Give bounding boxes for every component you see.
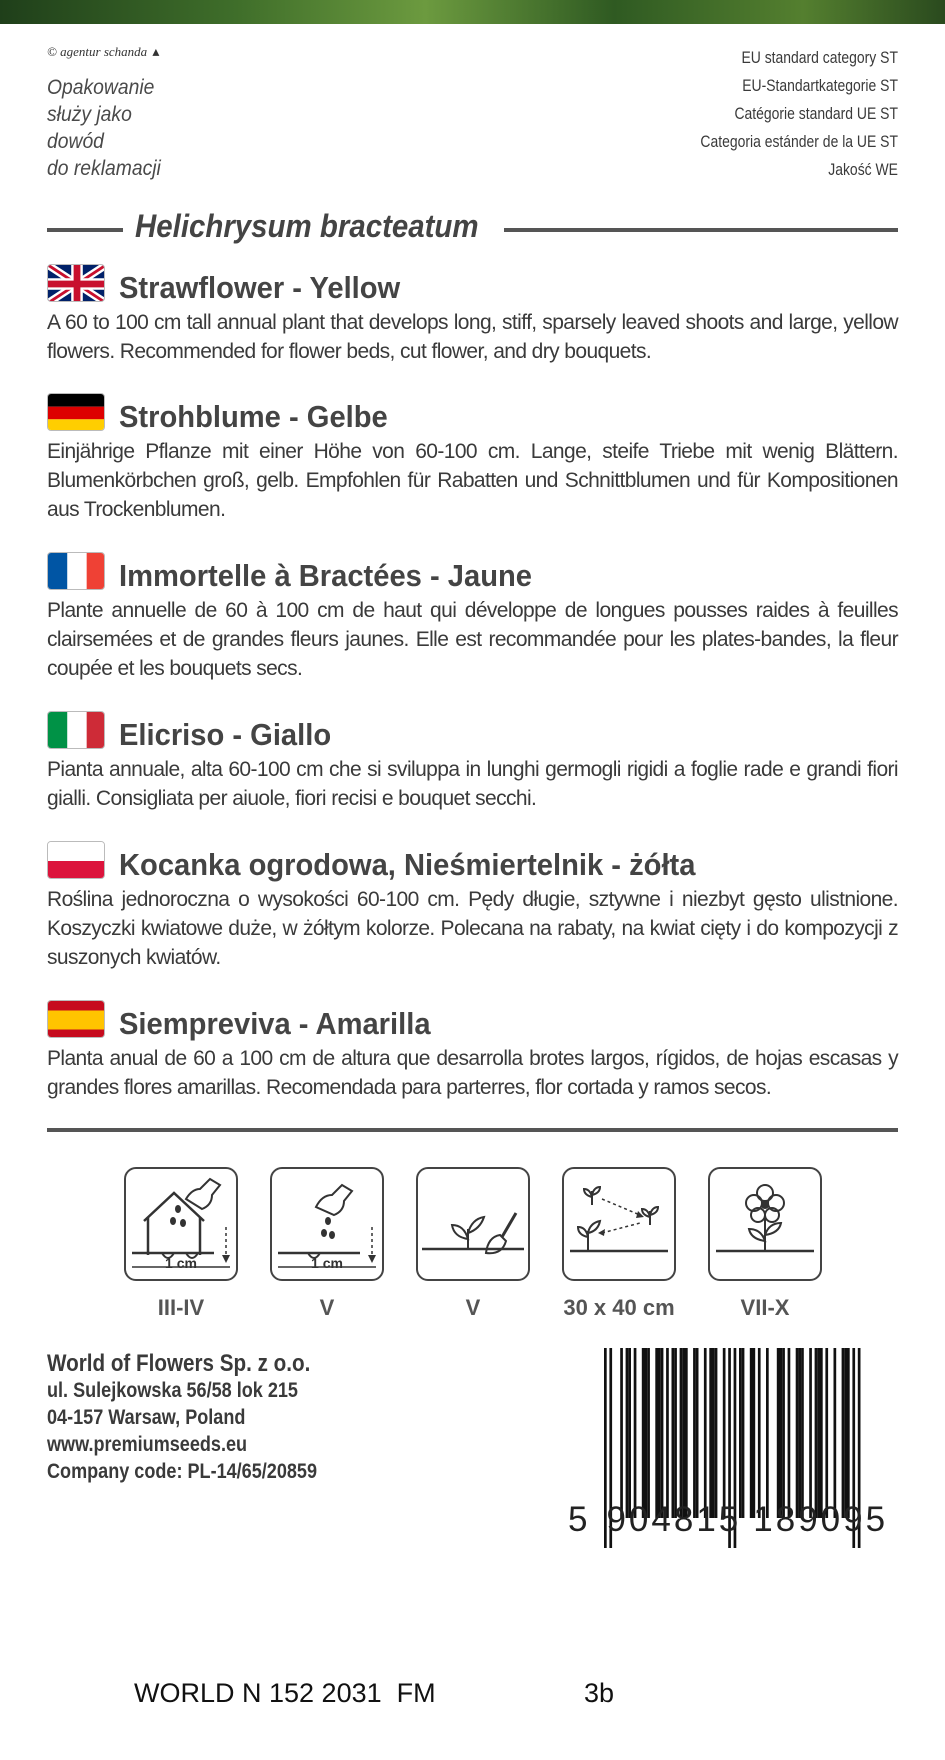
barcode-left-group: 904815: [606, 1500, 742, 1539]
section-title: Siempreviva - Amarilla: [119, 1006, 431, 1041]
section-title: Strohblume - Gelbe: [119, 399, 388, 434]
photo-credit: [47, 44, 159, 61]
cultivation-label: 30 x 40 cm: [563, 1295, 675, 1320]
barcode-bar: [634, 1348, 637, 1518]
barcode-bar: [753, 1348, 756, 1518]
barcode-bar: [815, 1348, 818, 1518]
eu-category-line: EU-Standartkategorie ST: [742, 76, 898, 95]
divider: [47, 1128, 898, 1132]
packaging-note: [47, 74, 171, 182]
uk-flag-icon: [47, 264, 105, 302]
barcode-bar: [788, 1348, 791, 1518]
barcode-bar: [825, 1348, 828, 1518]
sowing-depth: 1 cm: [311, 1255, 343, 1271]
barcode-bar: [658, 1348, 661, 1518]
barcode-bar: [655, 1348, 658, 1518]
section-title: Kocanka ogrodowa, Nieśmiertelnik - żółta: [119, 847, 696, 882]
section-description: Roślina jednoroczna o wysokości 60-100 cm. Pędy długie, sztywne i niezbyt gęsto ulistnione. Koszyczki kwiatowe duże, w żółtym kolorze. Polecana na rabaty, na kwiat cięty i do kompozycji z suszonych kwiatów.: [47, 888, 898, 969]
cultivation-label: III-IV: [157, 1295, 205, 1320]
section-description: Pianta annuale, alta 60-100 cm che si sviluppa in lunghi germogli rigidi a foglie rade e grandi fiori gialli. Consigliata per aiuole, fiori recisi e bouquet secchi.: [47, 758, 898, 810]
barcode-bar: [715, 1348, 718, 1518]
barcode-right-group: 189095: [753, 1500, 889, 1539]
eu-category-line: Categoria estánder de la UE ST: [700, 132, 898, 151]
packaging-note-line: dowód: [47, 130, 104, 153]
eu-category-line: Jakość WE: [828, 160, 898, 179]
eu-category-line: EU standard category ST: [741, 48, 898, 67]
latin-name-row: [47, 206, 898, 246]
transplanting-icon: [416, 1167, 530, 1281]
section-description: Einjährige Pflanze mit einer Höhe von 60-100 cm. Lange, steife Triebe mit wenig Blättern. Blumenkörbchen groß, gelb. Empfohlen für Rabatten und Schnittblumen und für Kompositionen aus Trockenblumen.: [47, 440, 898, 521]
cultivation-label: VII-X: [740, 1295, 790, 1320]
barcode-lead-digit: 5: [568, 1500, 589, 1539]
packaging-note-line: do reklamacji: [47, 157, 161, 180]
outdoor-sowing-icon: [270, 1167, 384, 1281]
barcode-bar: [766, 1348, 769, 1518]
flowering-icon: [708, 1167, 822, 1281]
barcode-digits: [568, 1500, 898, 1540]
barcode-bar: [628, 1348, 631, 1518]
sowing-depth: 1 cm: [165, 1255, 197, 1271]
packaging-note-line: służy jako: [47, 103, 132, 126]
spain-flag-icon: [47, 1000, 105, 1038]
france-flag-icon: [47, 552, 105, 590]
barcode-bar: [777, 1348, 780, 1518]
barcode-bar: [666, 1348, 669, 1518]
barcode-bar: [817, 1348, 820, 1518]
photo-credit-text: © agentur schanda: [47, 44, 148, 59]
barcode-bar: [782, 1348, 785, 1518]
barcode-bar: [674, 1348, 677, 1518]
eu-category-list: [657, 44, 898, 184]
divider: [47, 228, 123, 232]
barcode-bar: [798, 1348, 801, 1518]
section-title: Strawflower - Yellow: [119, 270, 401, 305]
company-name: World of Flowers Sp. z o.o.: [47, 1350, 311, 1377]
plant-spacing-icon: [562, 1167, 676, 1281]
barcode-bar: [647, 1348, 650, 1518]
barcode-bar: [820, 1348, 823, 1518]
barcode-bar: [712, 1348, 715, 1518]
section-description: Plante annuelle de 60 à 100 cm de haut qui développe de longues pousses raides à feuilles clairsemées et de grandes fleurs jaunes. Elle est recommandée pour les plates-bandes, la fleur coupée et les bouquets secs.: [47, 599, 898, 680]
section-description: Planta anual de 60 a 100 cm de altura que desarrolla brotes largos, rígidos, de hojas escasas y grandes flores amarillas. Recomendada para parterres, flor cortada y ramos secos.: [47, 1047, 898, 1099]
barcode-bar: [661, 1348, 664, 1518]
italy-flag-icon: [47, 711, 105, 749]
company-website[interactable]: www.premiumseeds.eu: [47, 1433, 248, 1456]
barcode-bar: [739, 1348, 742, 1518]
barcode-bar: [620, 1348, 623, 1518]
barcode-bar: [704, 1348, 707, 1518]
barcode-bar: [780, 1348, 783, 1518]
barcode-bar: [680, 1348, 683, 1518]
barcode-bar: [847, 1348, 850, 1518]
latin-name: Helichrysum bracteatum: [135, 208, 479, 244]
company-city: 04-157 Warsaw, Poland: [47, 1406, 246, 1429]
footer-product-code: WORLD N 152 2031 FM: [134, 1678, 436, 1708]
barcode-bar: [742, 1348, 745, 1518]
barcode-bar: [809, 1348, 812, 1518]
cultivation-icons: [124, 1167, 824, 1320]
barcode-bar: [801, 1348, 804, 1518]
barcode-bar: [844, 1348, 847, 1518]
indoor-sowing-icon: [124, 1167, 238, 1281]
barcode-bar: [796, 1348, 799, 1518]
header-photo-strip: [0, 0, 945, 24]
barcode-bar: [672, 1348, 675, 1518]
barcode-bar: [834, 1348, 837, 1518]
footer-version: 3b: [584, 1678, 615, 1708]
company-info: [47, 1350, 361, 1485]
eu-category-line: Catégorie standard UE ST: [734, 104, 898, 123]
barcode-bar: [709, 1348, 712, 1518]
company-street: ul. Sulejkowska 56/58 lok 215: [47, 1379, 298, 1402]
barcode-bar: [693, 1348, 696, 1518]
company-code: Company code: PL-14/65/20859: [47, 1460, 318, 1483]
packaging-note-line: Opakowanie: [47, 76, 155, 99]
poland-flag-icon: [47, 841, 105, 879]
cultivation-label: V: [319, 1295, 335, 1320]
barcode: [568, 1348, 898, 1563]
section-title: Elicriso - Giallo: [119, 717, 332, 752]
barcode-bar: [842, 1348, 845, 1518]
barcode-bar: [682, 1348, 685, 1518]
cultivation-label: V: [465, 1295, 481, 1320]
barcode-bar: [758, 1348, 761, 1518]
divider: [504, 228, 898, 232]
barcode-bar: [645, 1348, 648, 1518]
section-description: A 60 to 100 cm tall annual plant that develops long, stiff, sparsely leaved shoots and large, yellow flowers. Recommended for flower beds, cut flower, and dry bouquets.: [47, 311, 898, 363]
schanda-logo-icon: ▴: [152, 45, 160, 60]
barcode-bar: [626, 1348, 629, 1518]
barcode-bar: [723, 1348, 726, 1518]
germany-flag-icon: [47, 393, 105, 431]
barcode-bar: [642, 1348, 645, 1518]
barcode-bar: [750, 1348, 753, 1518]
barcode-bar: [685, 1348, 688, 1518]
section-title: Immortelle à Bractées - Jaune: [119, 558, 532, 593]
barcode-bar: [696, 1348, 699, 1518]
